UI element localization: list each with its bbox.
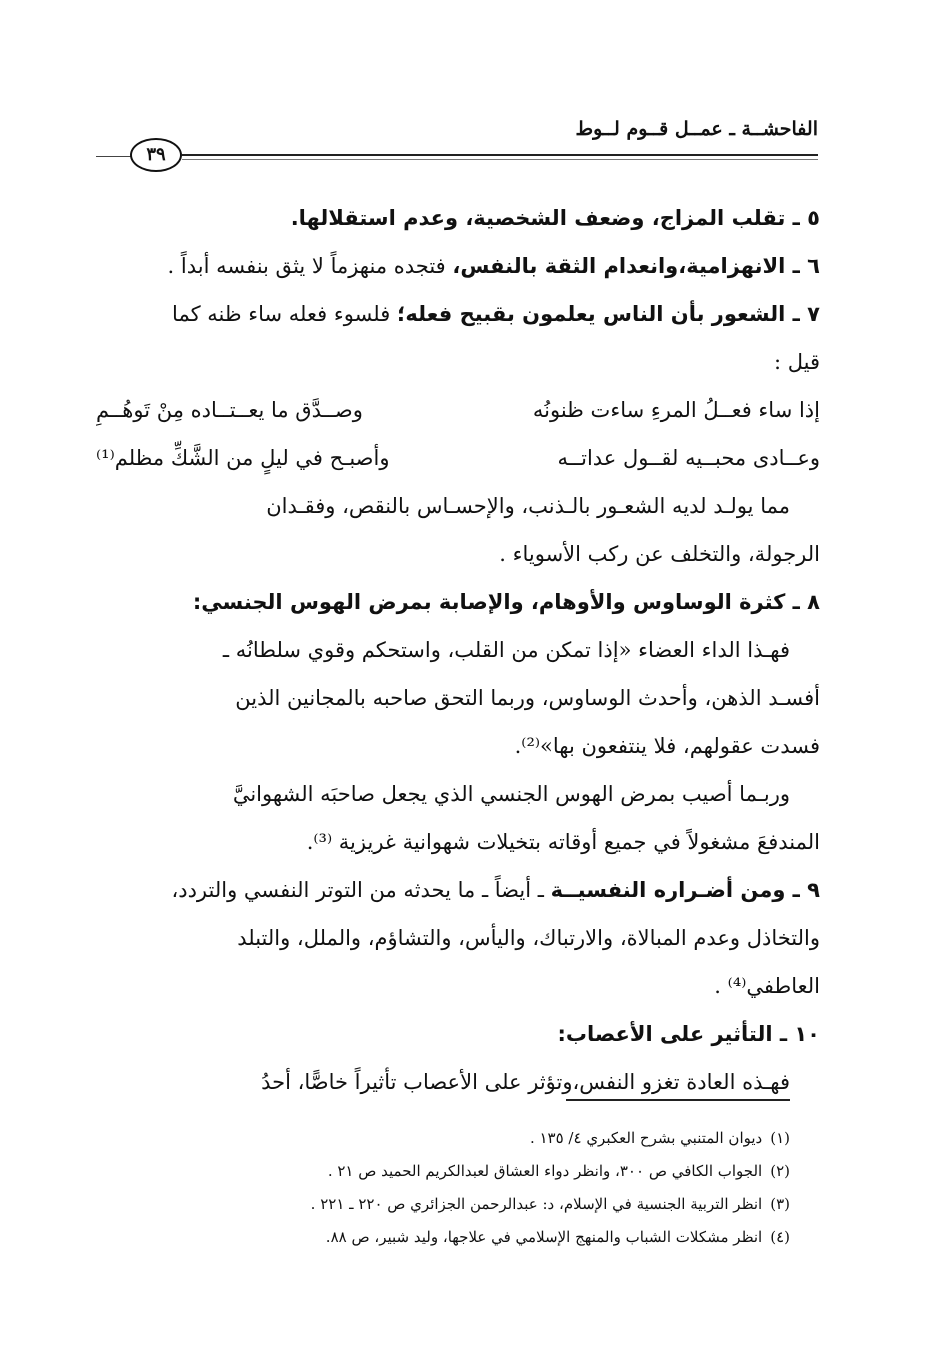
text-line [96, 290, 820, 338]
item-heading: ١٠ ـ التأثير على الأعصاب: [557, 1022, 820, 1046]
footnote-number: (٢) [770, 1162, 790, 1180]
item-text: المندفعَ مشغولاً في جميع أوقاته بتخيلات شهوانية غريزية ⁽³⁾. [306, 830, 820, 854]
footnote-rule [566, 1099, 790, 1101]
item-text: والتخاذل وعدم المبالاة، والارتباك، واليأس، والتشاؤم، والملل، والتبلد [237, 926, 820, 950]
footnote-number: (٤) [770, 1228, 790, 1246]
item-text: قيل : [773, 350, 820, 374]
footnote-text: انظر مشكلات الشباب والمنهج الإسلامي في علاجها، وليد شبير، ص ٨٨. [325, 1228, 763, 1246]
text-line [96, 1010, 820, 1058]
item-text: العاطفي⁽⁴⁾ . [714, 974, 820, 998]
text-line [96, 578, 820, 626]
body-text [96, 194, 820, 1106]
item-text: فهـذه العادة تغزو النفس،وتؤثر على الأعصاب تأثيراً خاصًّا، أحدُ [261, 1070, 790, 1094]
item-text: الرجولة، والتخلف عن ركب الأسوياء . [499, 542, 820, 566]
poem-verse [96, 386, 820, 434]
footnote [120, 1221, 790, 1254]
text-line [96, 626, 820, 674]
text-line [96, 194, 820, 242]
text-line [96, 770, 820, 818]
item-heading: ٧ ـ الشعور بأن الناس يعلمون بقبيح فعله؛ [396, 302, 820, 326]
item-text: فلسوء فعله ساء ظنه كما [172, 302, 397, 326]
footnote-number: (٣) [770, 1195, 790, 1213]
text-line [96, 674, 820, 722]
footnote-text: ديوان المتنبي بشرح العكبري ٤/ ١٣٥ . [529, 1129, 763, 1147]
page-header [96, 118, 818, 178]
text-line [96, 962, 820, 1010]
footnote [120, 1155, 790, 1188]
verse-second-hemistich: وصــدَّق ما يعــتــاده مِنْ تَوهُــمِ [96, 398, 363, 422]
item-heading: ٥ ـ تقلب المزاج، وضعف الشخصية، وعدم استقلالها. [290, 206, 820, 230]
text-line [96, 866, 820, 914]
item-text: فتجده منهزماً لا يثق بنفسه أبداً . [167, 254, 453, 278]
poem-verse [96, 434, 820, 482]
footnote-text: الجواب الكافي ص ٣٠٠، وانظر دواء العشاق لعبدالكريم الحميد ص ٢١ . [327, 1162, 763, 1180]
page-number: ٣٩ [130, 138, 182, 172]
header-rule [182, 154, 818, 160]
verse-first-hemistich: وعــادى محبــيه لقــول عداتــه [557, 446, 820, 470]
item-text: ـ أيضاً ـ ما يحدثه من التوتر النفسي والتردد، [171, 878, 551, 902]
item-text: مما يولـد لديه الشعـور بالـذنب، والإحسـاس بالنقص، وفقـدان [266, 494, 790, 518]
text-line [96, 338, 820, 386]
item-text: فهـذا الداء العضاء «إذا تمكن من القلب، واستحكم وقوي سلطانُه ـ [222, 638, 790, 662]
item-heading: ٦ ـ الانهزامية،وانعدام الثقة بالنفس، [452, 254, 820, 278]
item-text: أفسـد الذهن، وأحدث الوساوس، وربما التحق صاحبه بالمجانين الذين [235, 686, 820, 710]
footnote-text: انظر التربية الجنسية في الإسلام، د: عبدالرحمن الجزائري ص ٢٢٠ ـ ٢٢١ . [310, 1195, 763, 1213]
text-line [96, 482, 820, 530]
item-heading: ٩ ـ ومن أضـراره النفسيــة [550, 878, 820, 902]
footnotes [120, 1122, 790, 1254]
item-text: وربـما أصيب بمرض الهوس الجنسي الذي يجعل صاحبَه الشهوانيَّ [232, 782, 790, 806]
footnote [120, 1188, 790, 1221]
verse-first-hemistich: إذا ساء فعــلُ المرءِ ساءت ظنونُه [532, 398, 820, 422]
text-line [96, 242, 820, 290]
header-rule-left [96, 156, 132, 157]
verse-second-hemistich: وأصبـح في ليلٍ من الشَّكِّ مظلم⁽¹⁾ [96, 446, 390, 470]
running-title: الفاحشــة ـ عمــل قــوم لــوط [575, 118, 818, 140]
item-text: فسدت عقولهم، فلا ينتفعون بها»⁽²⁾. [514, 734, 820, 758]
footnote [120, 1122, 790, 1155]
text-line [96, 722, 820, 770]
text-line [96, 530, 820, 578]
text-line [96, 818, 820, 866]
text-line [96, 914, 820, 962]
footnote-number: (١) [770, 1129, 790, 1147]
item-heading: ٨ ـ كثرة الوساوس والأوهام، والإصابة بمرض الهوس الجنسي: [192, 590, 820, 614]
